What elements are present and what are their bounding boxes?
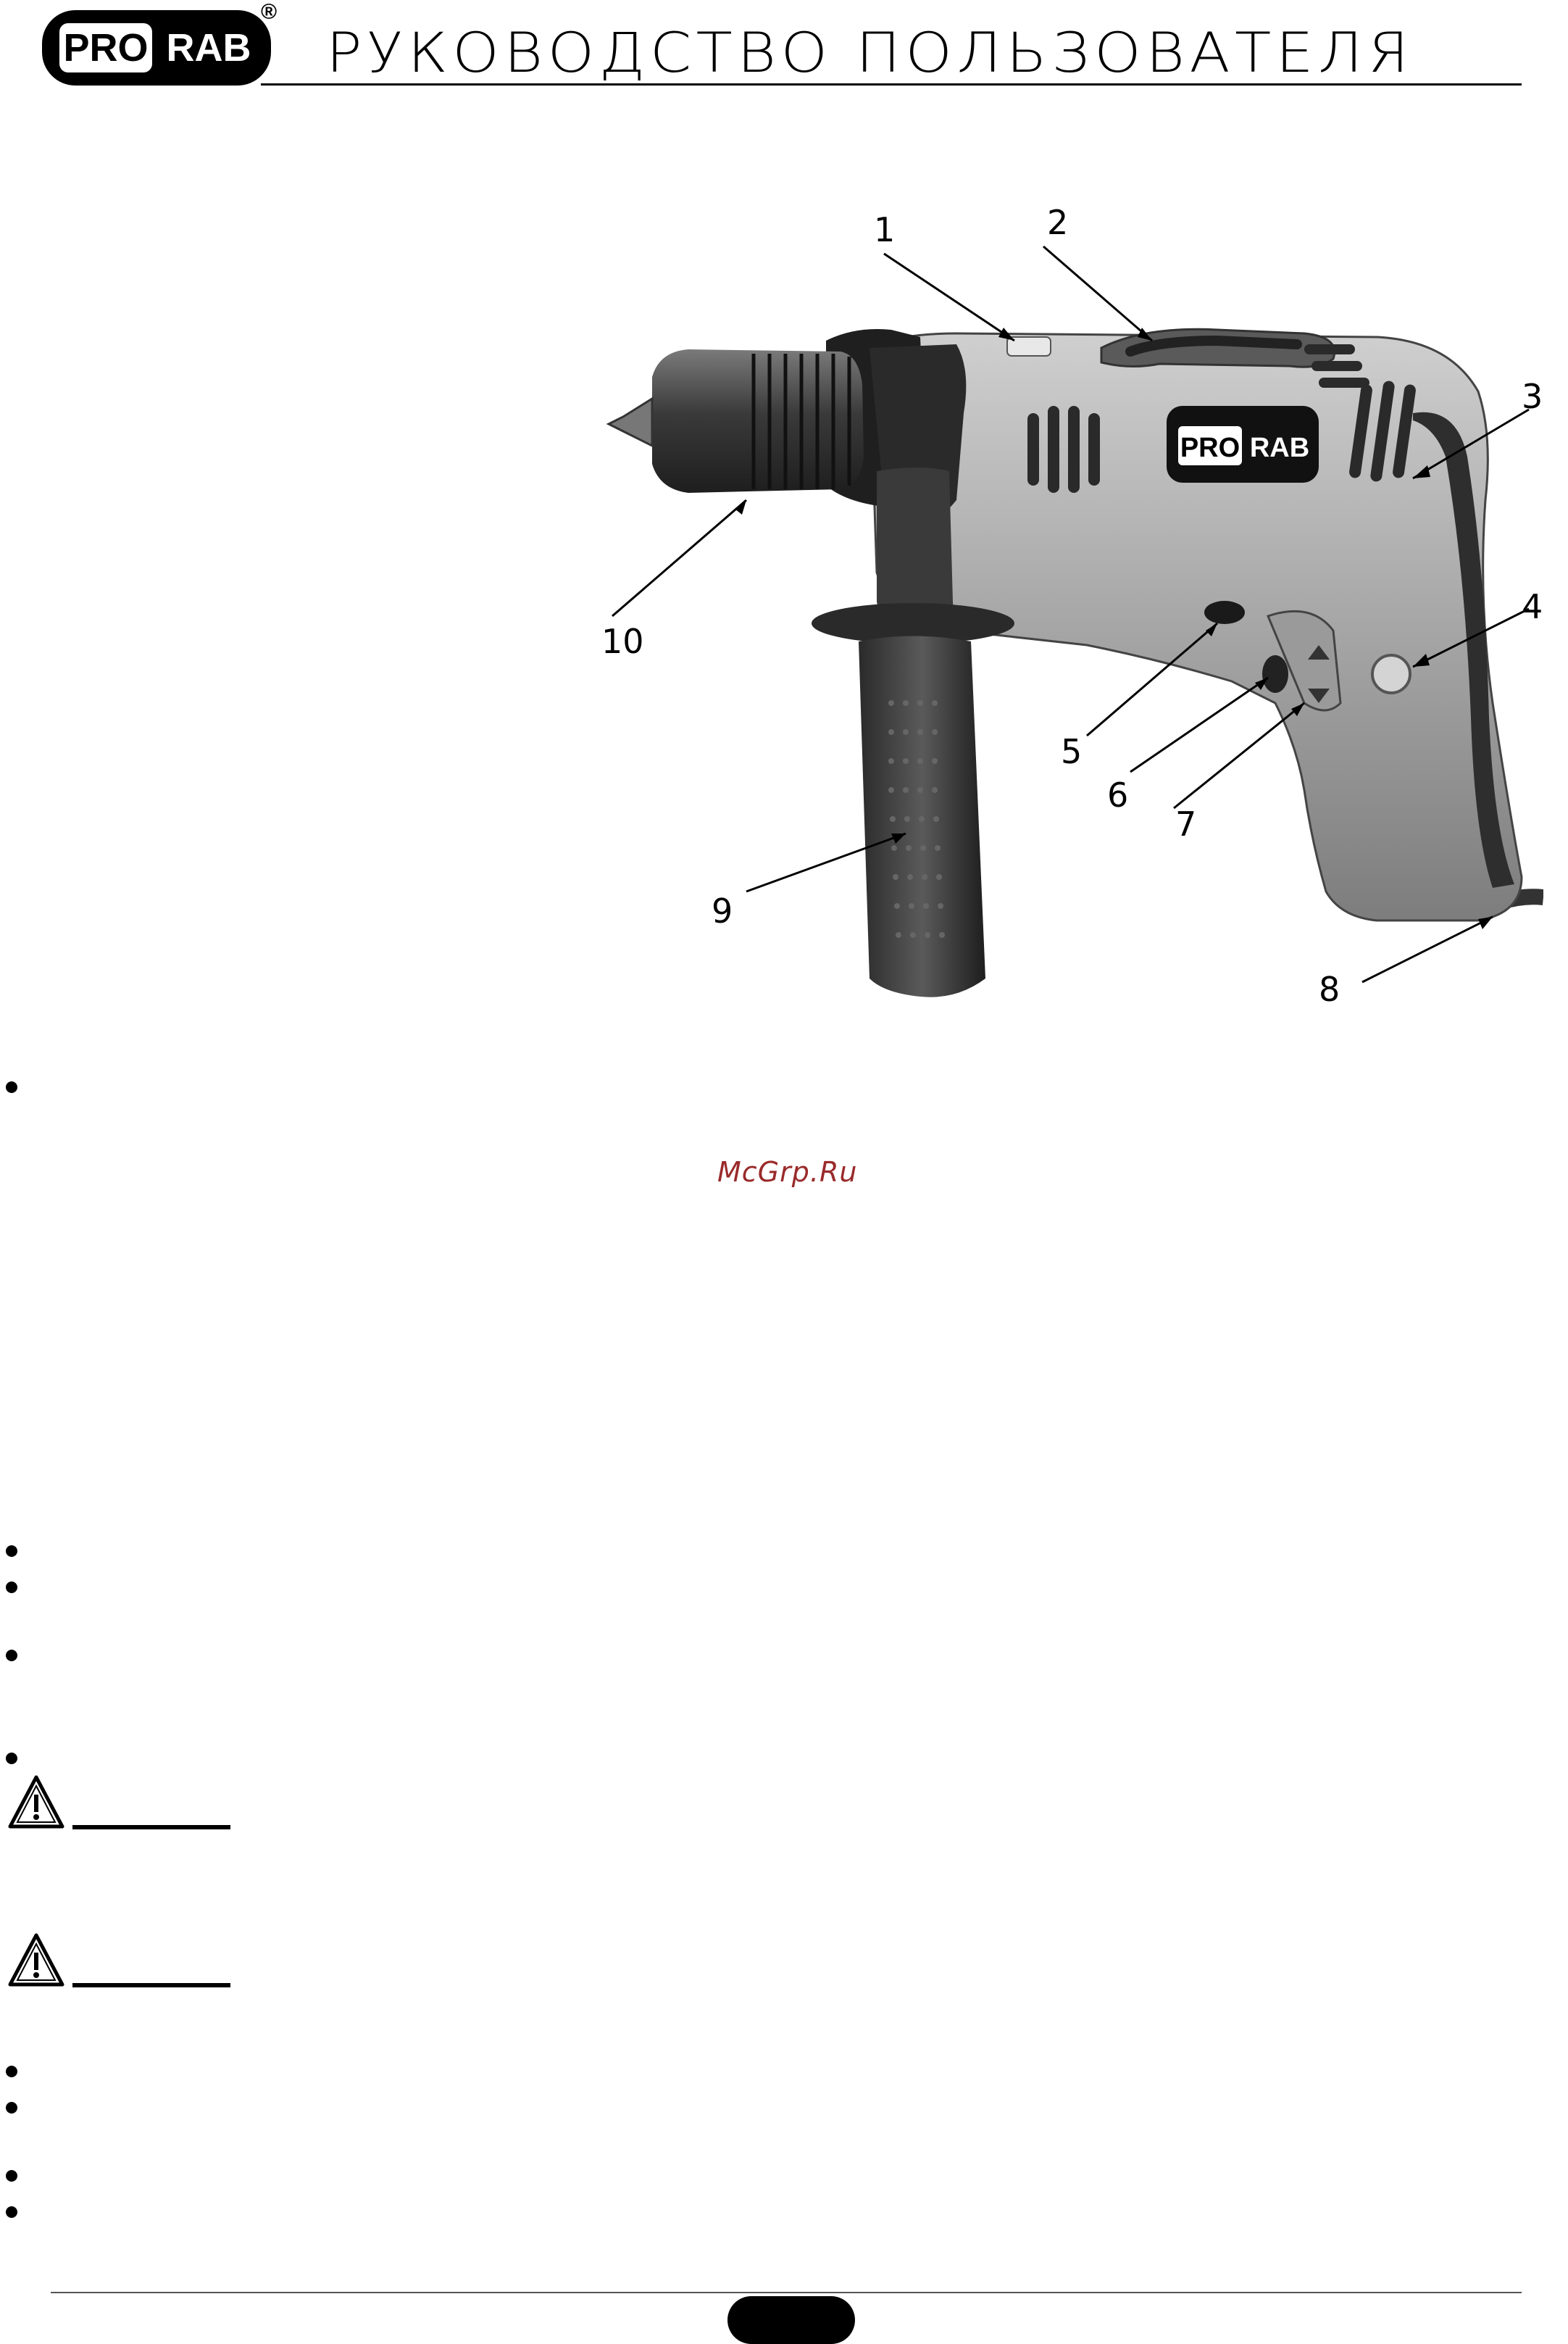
registered-mark: ® bbox=[261, 0, 278, 24]
logo-text-pro: PRO bbox=[63, 26, 149, 70]
drill-figure bbox=[580, 196, 1543, 1036]
callout-1: 1 bbox=[874, 210, 896, 249]
watermark: McGrp.Ru bbox=[717, 1156, 858, 1188]
warning-triangle-icon bbox=[7, 1774, 65, 1829]
warning-heading bbox=[7, 1774, 232, 1832]
callout-3: 3 bbox=[1522, 377, 1543, 416]
chuck-tip bbox=[609, 399, 652, 446]
svg-text:PRO: PRO bbox=[1180, 433, 1240, 463]
brand-logo bbox=[41, 9, 272, 87]
callout-6: 6 bbox=[1107, 776, 1129, 815]
list-bullet bbox=[6, 1650, 17, 1661]
footer-divider bbox=[51, 2292, 1522, 2293]
svg-text:RAB: RAB bbox=[1249, 433, 1310, 463]
callout-9: 9 bbox=[712, 892, 733, 931]
list-bullet bbox=[6, 2170, 17, 2182]
header-divider bbox=[261, 83, 1522, 86]
callout-8: 8 bbox=[1319, 970, 1340, 1009]
warning-triangle-icon bbox=[7, 1932, 65, 1987]
speed-wheel bbox=[1262, 655, 1288, 693]
page-title: РУКОВОДСТВО ПОЛЬЗОВАТЕЛЯ bbox=[326, 20, 1414, 85]
warning-underline bbox=[72, 1983, 230, 1987]
warning-heading bbox=[7, 1932, 232, 1990]
list-bullet bbox=[6, 2066, 17, 2077]
callout-2: 2 bbox=[1047, 203, 1069, 242]
list-bullet bbox=[6, 1753, 17, 1764]
list-bullet bbox=[6, 1582, 17, 1593]
list-bullet bbox=[6, 1081, 17, 1093]
callout-7: 7 bbox=[1175, 805, 1197, 844]
callout-4: 4 bbox=[1522, 587, 1543, 626]
page-number-badge bbox=[727, 2296, 855, 2344]
lock-button bbox=[1372, 655, 1410, 693]
list-bullet bbox=[6, 2206, 17, 2218]
list-bullet bbox=[6, 1545, 17, 1557]
body-logo bbox=[1167, 406, 1319, 483]
reverse-switch bbox=[1204, 601, 1245, 624]
callout-10: 10 bbox=[601, 622, 644, 661]
callout-5: 5 bbox=[1061, 732, 1083, 771]
warning-underline bbox=[72, 1825, 230, 1829]
logo-text-rab: RAB bbox=[166, 26, 251, 70]
list-bullet bbox=[6, 2102, 17, 2114]
